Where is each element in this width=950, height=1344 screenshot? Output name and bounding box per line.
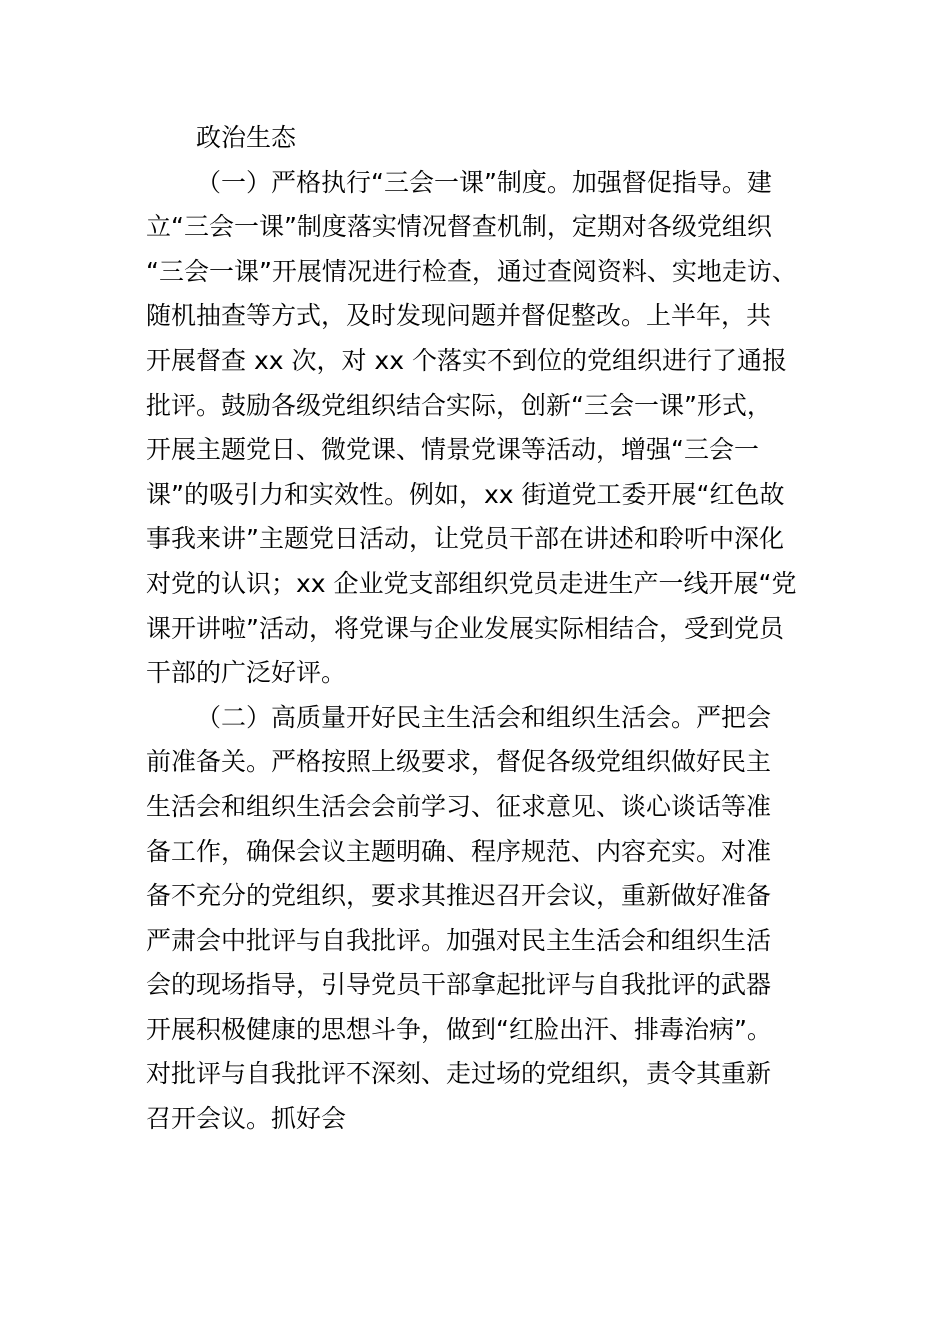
document-body — [146, 116, 818, 1142]
paragraph-1-line-3: “三会一课”开展情况进行检查，通过查阅资料、实地走访、 — [146, 256, 797, 286]
paragraph-2-line-1: （二）高质量开好民主生活会和组织生活会。严把会 — [196, 702, 772, 732]
paragraph-2-line-9: 对批评与自我批评不深刻、走过场的党组织，责令其重新 — [146, 1059, 772, 1089]
paragraph-1-line-2: 立“三会一课”制度落实情况督查机制，定期对各级党组织 — [146, 212, 772, 242]
paragraph-2-line-3: 生活会和组织生活会会前学习、征求意见、谈心谈话等准 — [146, 791, 772, 821]
section-heading: 政治生态 — [196, 123, 297, 152]
paragraph-1-line-6: 批评。鼓励各级党组织结合实际，创新“三会一课”形式， — [146, 390, 772, 420]
paragraph-2-line-7: 会的现场指导，引导党员干部拿起批评与自我批评的武器 — [146, 970, 772, 1000]
paragraph-1-line-11: 课开讲啦”活动，将党课与企业发展实际相结合，受到党员 — [146, 613, 784, 643]
paragraph-2-line-5: 备不充分的党组织，要求其推迟召开会议，重新做好准备 — [146, 881, 772, 911]
paragraph-1-line-7: 开展主题党日、微党课、情景党课等活动，增强“三会一 — [146, 435, 759, 465]
paragraph-1-line-1: （一）严格执行“三会一课”制度。加强督促指导。建 — [196, 167, 772, 197]
paragraph-1-line-8: 课”的吸引力和实效性。例如，xx 街道党工委开展“红色故 — [146, 479, 785, 509]
paragraph-2-line-4: 备工作，确保会议主题明确、程序规范、内容充实。对准 — [146, 836, 772, 866]
paragraph-1-line-9: 事我来讲”主题党日活动，让党员干部在讲述和聆听中深化 — [146, 524, 784, 554]
paragraph-2-line-8: 开展积极健康的思想斗争，做到“红脸出汗、排毒治病”。 — [146, 1014, 772, 1044]
paragraph-2-line-10: 召开会议。抓好会 — [146, 1104, 347, 1134]
paragraph-2-line-2: 前准备关。严格按照上级要求，督促各级党组织做好民主 — [146, 747, 772, 777]
paragraph-2-line-6: 严肃会中批评与自我批评。加强对民主生活会和组织生活 — [146, 925, 772, 955]
paragraph-1-line-12: 干部的广泛好评。 — [146, 658, 347, 688]
paragraph-1-line-5: 开展督查 xx 次，对 xx 个落实不到位的党组织进行了通报 — [146, 345, 787, 375]
paragraph-1-line-10: 对党的认识；xx 企业党支部组织党员走进生产一线开展“党 — [146, 568, 797, 598]
paragraph-1-line-4: 随机抽查等方式，及时发现问题并督促整改。上半年，共 — [146, 301, 772, 331]
